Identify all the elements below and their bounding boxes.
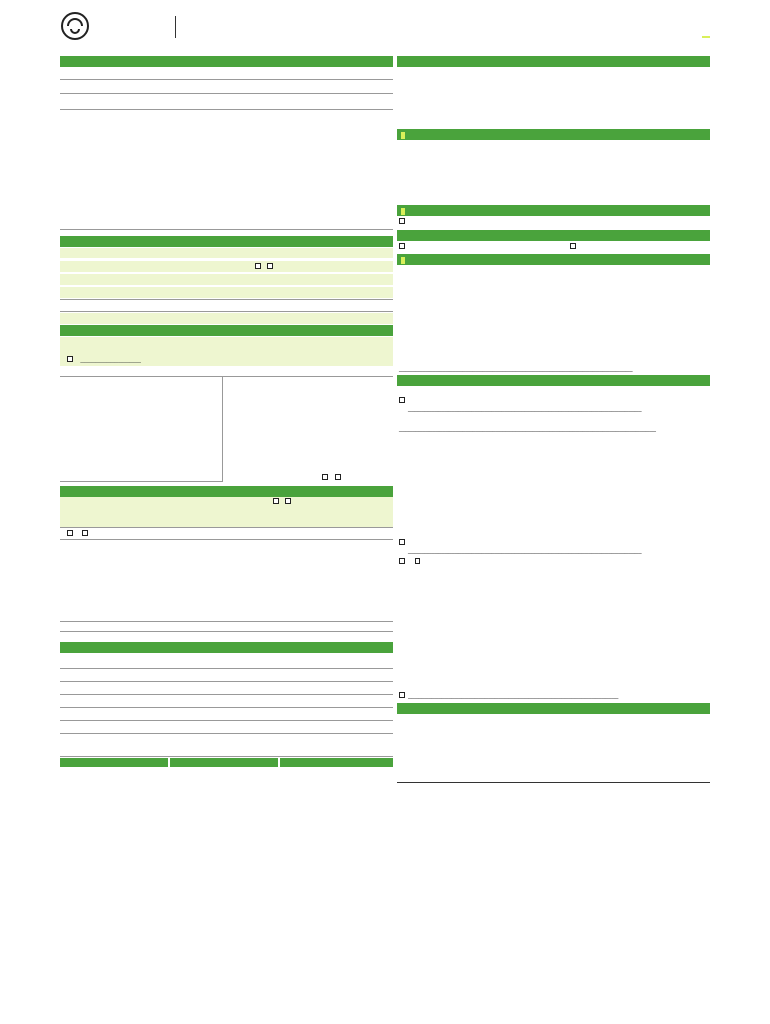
billing-header xyxy=(60,325,393,336)
virtual-flow-item xyxy=(399,218,407,226)
intelligen-checkbox[interactable] xyxy=(399,397,405,403)
other-fish-label[interactable]: ______________________________________________________________________ xyxy=(399,366,633,372)
reveal-item xyxy=(399,539,407,547)
other-molecular: _______________________________________________________________ xyxy=(399,692,618,700)
labcorp-logo-icon xyxy=(60,11,90,41)
fixative-row xyxy=(64,530,90,538)
snp-mm-checkbox[interactable] xyxy=(415,558,421,564)
client-info-header xyxy=(60,56,393,67)
ordering-physician-field[interactable] xyxy=(60,67,260,80)
medicaid-state-field[interactable] xyxy=(60,469,125,482)
virtual-flow-header xyxy=(397,205,710,216)
fish-snp-checkbox[interactable] xyxy=(399,558,405,564)
constitutional-cyto-item xyxy=(570,243,578,251)
cytogenetics-header xyxy=(397,230,710,241)
reveal-checkbox[interactable] xyxy=(399,539,405,545)
intelligen-indication[interactable]: ______________________________________________________________________ xyxy=(408,406,642,412)
flow-header xyxy=(397,129,710,140)
specimen-header xyxy=(60,486,393,497)
fish-profiles xyxy=(399,276,709,306)
wc-yes-checkbox[interactable] xyxy=(322,474,328,480)
signature-field[interactable] xyxy=(60,95,393,110)
see-attached-checkbox[interactable] xyxy=(67,356,73,362)
male-checkbox[interactable] xyxy=(255,263,261,269)
wc-no-checkbox[interactable] xyxy=(335,474,341,480)
constitutional-cyto-checkbox[interactable] xyxy=(570,243,576,249)
reveal-title xyxy=(399,530,409,538)
formalin-checkbox[interactable] xyxy=(67,530,73,536)
icd-header-3 xyxy=(280,758,393,767)
required-note xyxy=(702,36,710,38)
snp-mm-row xyxy=(399,558,422,566)
fish-probes xyxy=(399,315,709,365)
workers-comp-options xyxy=(322,474,343,482)
chemistry-header xyxy=(397,703,710,714)
virtual-flow-checkbox[interactable] xyxy=(399,218,405,224)
icd-header-2 xyxy=(170,758,278,767)
cancer-cyto-checkbox[interactable] xyxy=(399,243,405,249)
reveal-indication[interactable]: ______________________________________________________________________ xyxy=(408,548,642,554)
am-checkbox[interactable] xyxy=(273,498,279,504)
clonoseq-indication[interactable]: _____________________________________________________________________________ xyxy=(399,426,656,432)
am-pm-selector xyxy=(273,498,293,506)
treating-npi-field[interactable] xyxy=(260,81,393,94)
sex-selector xyxy=(252,263,275,271)
female-checkbox[interactable] xyxy=(267,263,273,269)
cancer-cyto-item xyxy=(399,243,407,251)
intelligen-item xyxy=(399,397,407,405)
icd-header-1 xyxy=(60,758,168,767)
molecular-header xyxy=(397,375,710,386)
morphologic-header xyxy=(397,56,710,67)
labcorp-logo xyxy=(60,11,180,41)
fish-header xyxy=(397,254,710,265)
other-molecular-checkbox[interactable] xyxy=(399,692,405,698)
mm-monitor-row xyxy=(399,748,709,757)
provider-field[interactable] xyxy=(125,469,222,482)
pm-checkbox[interactable] xyxy=(285,498,291,504)
insurance-info-row: ________________ xyxy=(64,356,141,364)
patient-info-header xyxy=(60,236,393,247)
clinical-header xyxy=(60,642,393,653)
treating-physician-field[interactable] xyxy=(60,81,260,94)
other-fixative-checkbox[interactable] xyxy=(82,530,88,536)
ordering-npi-field[interactable] xyxy=(260,67,393,80)
intelligen-title xyxy=(399,388,437,396)
